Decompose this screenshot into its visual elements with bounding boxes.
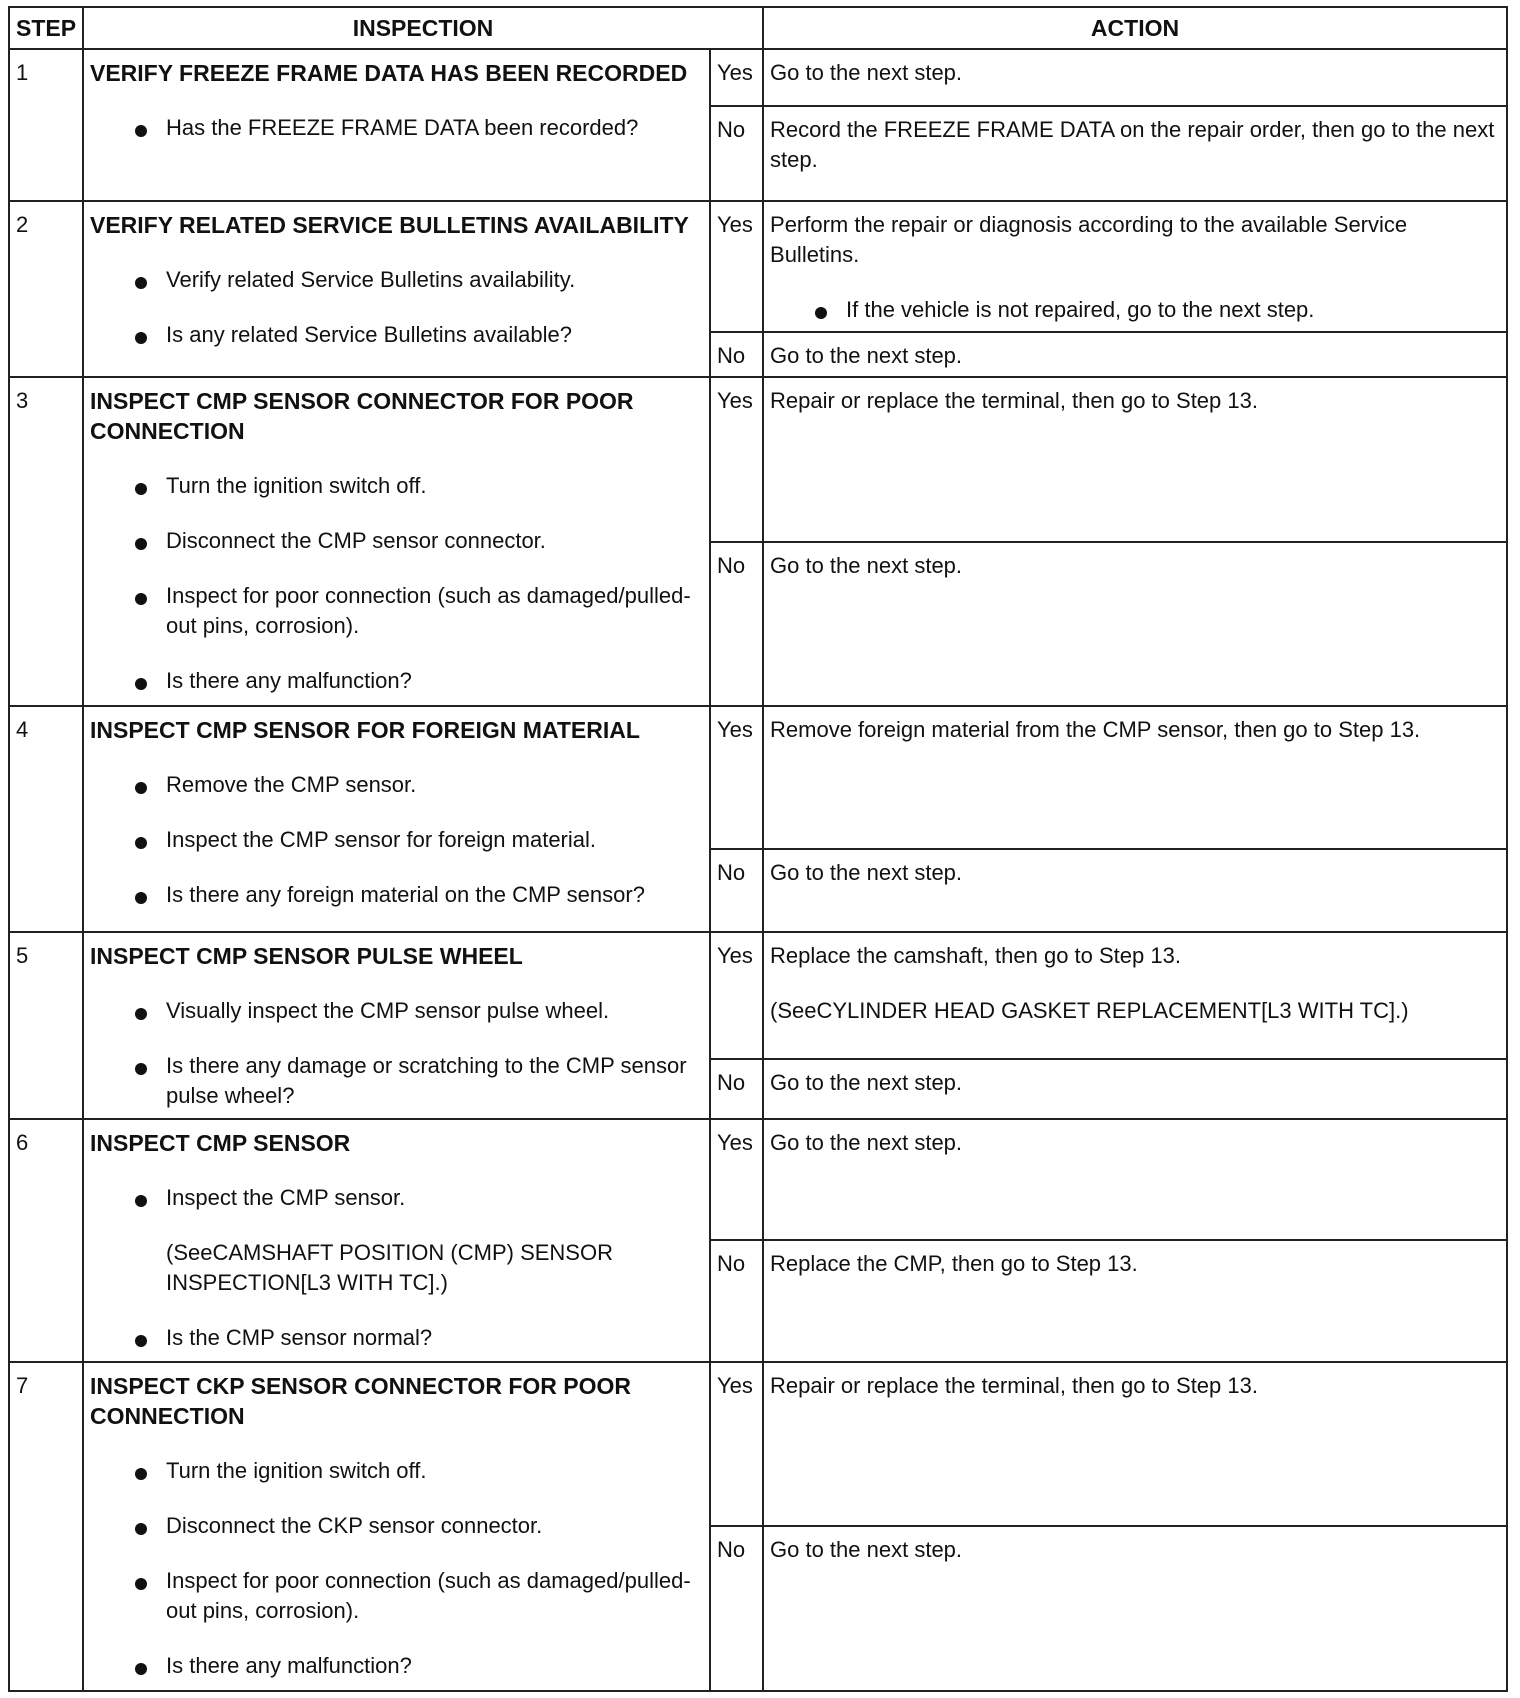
bullet-icon [135, 125, 147, 137]
yes-label: Yes [710, 932, 763, 1060]
step-number: 5 [9, 932, 83, 1119]
yes-action-cell [763, 201, 1507, 332]
action-item: If the vehicle is not repaired, go to the next step. [770, 295, 1500, 325]
step-title: VERIFY FREEZE FRAME DATA HAS BEEN RECORDED [90, 60, 688, 86]
no-label: No [710, 1526, 763, 1691]
yes-label: Yes [710, 201, 763, 332]
inspection-item: Is any related Service Bulletins available? [90, 320, 703, 350]
bullet-icon [135, 593, 147, 605]
yes-action: Replace the camshaft, then go to Step 13. [770, 942, 1181, 968]
yes-label: Yes [710, 1119, 763, 1240]
cross-reference-link[interactable]: (SeeCAMSHAFT POSITION (CMP) SENSOR INSPECTION[L3 WITH TC].) [166, 1239, 613, 1295]
no-action: Go to the next step. [763, 849, 1507, 932]
no-label: No [710, 1059, 763, 1118]
no-label: No [710, 542, 763, 707]
step-number: 4 [9, 706, 83, 932]
yes-action: Go to the next step. [763, 49, 1507, 106]
inspection-item: Verify related Service Bulletins availability. [90, 265, 703, 295]
inspection-item: Is there any malfunction? [90, 666, 703, 696]
step-inspection [83, 377, 710, 706]
step-number: 2 [9, 201, 83, 377]
inspection-item: Remove the CMP sensor. [90, 770, 703, 800]
bullet-icon [135, 678, 147, 690]
step-3-yes-row [9, 377, 1507, 542]
header-inspection: INSPECTION [83, 7, 763, 49]
step-number: 1 [9, 49, 83, 201]
yes-action: Repair or replace the terminal, then go to Step 13. [763, 377, 1507, 542]
inspection-item: Inspect the CMP sensor for foreign material. [90, 825, 703, 855]
step-inspection [83, 201, 710, 377]
step-number: 7 [9, 1362, 83, 1691]
bullet-icon [815, 307, 827, 319]
yes-label: Yes [710, 706, 763, 848]
no-action: Go to the next step. [763, 332, 1507, 377]
inspection-item: Visually inspect the CMP sensor pulse wheel. [90, 996, 703, 1026]
step-number: 3 [9, 377, 83, 706]
step-inspection [83, 706, 710, 932]
inspection-item: Disconnect the CKP sensor connector. [90, 1511, 703, 1541]
yes-action: Perform the repair or diagnosis according to the available Service Bulletins. [770, 212, 1408, 268]
bullet-icon [135, 837, 147, 849]
yes-action-cell [763, 932, 1507, 1060]
inspection-item: Has the FREEZE FRAME DATA been recorded? [90, 113, 703, 143]
step-number: 6 [9, 1119, 83, 1362]
bullet-icon [135, 1335, 147, 1347]
inspection-item: Is there any foreign material on the CMP sensor? [90, 880, 703, 910]
bullet-icon [135, 1063, 147, 1075]
step-inspection [83, 932, 710, 1119]
header-action: ACTION [763, 7, 1507, 49]
step-title: VERIFY RELATED SERVICE BULLETINS AVAILABILITY [90, 212, 689, 239]
bullet-icon [135, 277, 147, 289]
bullet-icon [135, 1663, 147, 1675]
no-action: Record the FREEZE FRAME DATA on the repair order, then go to the next step. [763, 106, 1507, 202]
bullet-icon [135, 483, 147, 495]
step-2-yes-row [9, 201, 1507, 332]
step-title: INSPECT CMP SENSOR [90, 1129, 351, 1156]
step-1-yes-row [9, 49, 1507, 106]
bullet-icon [135, 1468, 147, 1480]
inspection-item: Turn the ignition switch off. [90, 1456, 703, 1486]
bullet-icon [135, 538, 147, 550]
no-action: Go to the next step. [763, 1526, 1507, 1691]
inspection-item: Is there any malfunction? [90, 1651, 703, 1681]
no-action: Go to the next step. [763, 542, 1507, 707]
yes-label: Yes [710, 49, 763, 106]
no-label: No [710, 332, 763, 377]
inspection-item: Disconnect the CMP sensor connector. [90, 526, 703, 556]
bullet-icon [135, 332, 147, 344]
step-title: INSPECT CMP SENSOR PULSE WHEEL [90, 942, 523, 969]
inspection-item: Inspect for poor connection (such as damaged/pulled-out pins, corrosion). [90, 1566, 703, 1626]
diagnostic-table [8, 6, 1508, 1692]
step-title: INSPECT CKP SENSOR CONNECTOR FOR POOR CONNECTION [90, 1372, 631, 1429]
yes-label: Yes [710, 1362, 763, 1527]
yes-action: Go to the next step. [763, 1119, 1507, 1240]
step-5-yes-row [9, 932, 1507, 1060]
step-inspection [83, 49, 710, 201]
header-row [9, 7, 1507, 49]
no-label: No [710, 849, 763, 932]
step-inspection [83, 1362, 710, 1691]
no-label: No [710, 106, 763, 202]
step-title: INSPECT CMP SENSOR FOR FOREIGN MATERIAL [90, 717, 640, 744]
no-action: Replace the CMP, then go to Step 13. [763, 1240, 1507, 1361]
cross-reference-link[interactable]: (SeeCYLINDER HEAD GASKET REPLACEMENT[L3 WITH TC].) [770, 997, 1409, 1023]
inspection-item: Inspect for poor connection (such as damaged/pulled-out pins, corrosion). [90, 581, 703, 641]
yes-action: Remove foreign material from the CMP sensor, then go to Step 13. [763, 706, 1507, 848]
step-6-yes-row [9, 1119, 1507, 1240]
no-label: No [710, 1240, 763, 1361]
bullet-icon [135, 782, 147, 794]
step-7-yes-row [9, 1362, 1507, 1527]
bullet-icon [135, 1523, 147, 1535]
yes-action: Repair or replace the terminal, then go to Step 13. [763, 1362, 1507, 1527]
header-step: STEP [9, 7, 83, 49]
inspection-item: Is the CMP sensor normal? [90, 1323, 703, 1353]
bullet-icon [135, 1195, 147, 1207]
step-4-yes-row [9, 706, 1507, 848]
inspection-item: Is there any damage or scratching to the CMP sensor pulse wheel? [90, 1051, 703, 1111]
yes-label: Yes [710, 377, 763, 542]
bullet-icon [135, 1008, 147, 1020]
step-title: INSPECT CMP SENSOR CONNECTOR FOR POOR CONNECTION [90, 388, 634, 445]
bullet-icon [135, 1578, 147, 1590]
inspection-item: Inspect the CMP sensor. [90, 1183, 703, 1213]
step-inspection [83, 1119, 710, 1362]
bullet-icon [135, 892, 147, 904]
no-action: Go to the next step. [763, 1059, 1507, 1118]
inspection-item: Turn the ignition switch off. [90, 471, 703, 501]
